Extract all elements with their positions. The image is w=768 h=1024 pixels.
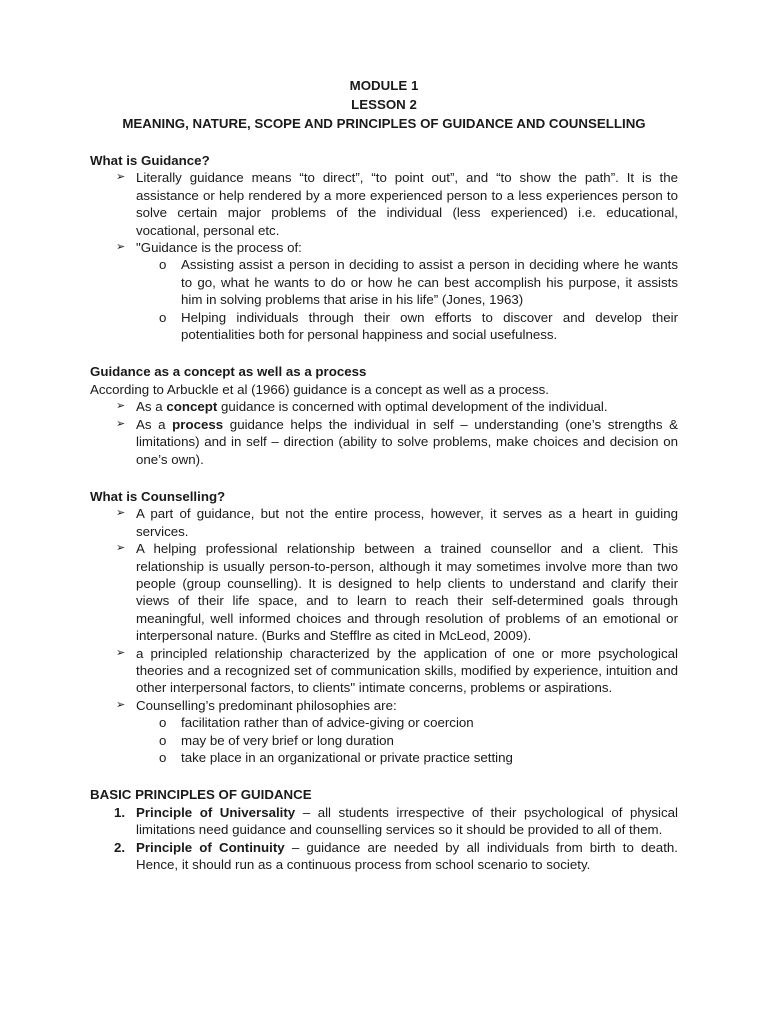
arrow-bullet-icon: ➢ [116, 542, 126, 555]
list-item-text: A part of guidance, but not the entire process, however, it serves as a heart in guiding services. [136, 506, 678, 539]
circle-bullet-icon: o [159, 309, 167, 325]
list-item-text: "Guidance is the process of: [136, 240, 302, 256]
list-item [116, 398, 678, 415]
item-number: 2. [114, 839, 126, 855]
sub-list-item-text: facilitation rather than of advice-giving or coercion [181, 715, 474, 731]
circle-bullet-icon: o [159, 715, 167, 731]
section-heading: BASIC PRINCIPLES OF GUIDANCE [90, 787, 312, 803]
sub-list-item [159, 309, 678, 344]
arrow-bullet-icon: ➢ [116, 646, 126, 659]
section-heading: What is Counselling? [90, 488, 226, 504]
principle-text: – guidance are needed by all individuals from birth to death. Hence, it should run as a continuous process from school scenario to society. [136, 839, 678, 873]
list-item-text: Counselling’s predominant philosophies are: [136, 697, 397, 713]
list-item-text: a principled relationship characterized by the application of one or more psychological theories and a recognized set of communication skills, modified by experience, intuition and other interpersonal factors, to clients" intimate concerns, problems or aspirations. [136, 645, 678, 696]
bullet-list [90, 398, 678, 468]
sub-list [136, 714, 678, 766]
lesson-title: MEANING, NATURE, SCOPE AND PRINCIPLES OF GUIDANCE AND COUNSELLING [122, 116, 646, 131]
arrow-bullet-icon: ➢ [116, 417, 126, 430]
sub-list-item-text: take place in an organizational or private practice setting [181, 750, 513, 765]
module-label: MODULE 1 [349, 78, 419, 93]
list-item-text: Literally guidance means “to direct”, “to point out”, and “to show the path”. It is the assistance or help rendered by a more experienced person to a less experiences person to solve certain major problems of the individual (less experienced) i.e. educational, vocational, personal etc. [136, 170, 678, 238]
principle-name: Principle of Continuity [136, 839, 285, 855]
section-guidance [90, 152, 678, 343]
sub-list-item [159, 732, 678, 749]
circle-bullet-icon: o [159, 750, 167, 765]
list-item-text: guidance is concerned with optimal development of the individual. [217, 399, 608, 415]
item-number: 1. [114, 804, 126, 820]
numbered-list [90, 804, 678, 874]
principle-name: Principle of Universality [136, 804, 296, 820]
sub-list-item [159, 714, 678, 731]
circle-bullet-icon: o [159, 257, 167, 273]
list-item [116, 645, 678, 697]
bullet-list [90, 169, 678, 343]
list-item-text: A helping professional relationship between a trained counsellor and a client. This relationship is usually person-to-person, although it may sometimes involve more than two people (group counselling). It is designed to help clients to understand and clarify their views of their life space, and to learn to reach their self-determined goals through meaningful, well informed choices and through resolution of problems of an emotional or interpersonal nature. (Burks and Stefflre as cited in McLeod, 2009). [136, 541, 678, 644]
arrow-bullet-icon: ➢ [116, 698, 126, 711]
list-item-prefix: As a [136, 416, 173, 432]
sub-list-item [159, 256, 678, 308]
list-item [116, 416, 678, 468]
section-counselling [90, 488, 678, 767]
section-principles [90, 786, 678, 873]
list-item-keyword: process [172, 416, 224, 432]
sub-list-item-text: Helping individuals through their own efforts to discover and develop their potentialities both for personal happiness and social usefulness. [181, 309, 678, 343]
list-item [116, 169, 678, 239]
section-intro: According to Arbuckle et al (1966) guidance is a concept as well as a process. [90, 381, 549, 397]
arrow-bullet-icon: ➢ [116, 171, 126, 184]
list-item-text: guidance helps the individual in self – understanding (one’s strengths & limitations) and in self – direction (ability to solve problems, make choices and decision on one’s own). [136, 416, 678, 467]
sub-list [136, 256, 678, 343]
sub-list-item [159, 749, 678, 766]
sub-list-item-text: Assisting assist a person in deciding to assist a person in deciding where he wants to go, what he wants to do or how he can best accomplish his purpose, it assists him in solving problems that arise in his life” (Jones, 1963) [181, 257, 678, 308]
section-heading: What is Guidance? [90, 153, 210, 168]
list-item [116, 505, 678, 540]
list-item-keyword: concept [166, 399, 218, 415]
list-item [116, 697, 678, 767]
section-concept [90, 363, 678, 467]
arrow-bullet-icon: ➢ [116, 507, 126, 520]
bullet-list [90, 505, 678, 766]
circle-bullet-icon: o [159, 732, 167, 748]
numbered-item [114, 804, 678, 839]
document-header [90, 76, 678, 133]
principle-text: – all students irrespective of their psychological of physical limitations need guidance and counselling services so it should be provided to all of them. [136, 804, 678, 838]
list-item-prefix: As a [136, 399, 167, 415]
sub-list-item-text: may be of very brief or long duration [181, 732, 394, 748]
arrow-bullet-icon: ➢ [116, 241, 126, 254]
lesson-label: LESSON 2 [351, 97, 417, 112]
section-heading: Guidance as a concept as well as a process [90, 364, 367, 380]
arrow-bullet-icon: ➢ [116, 400, 126, 413]
list-item [116, 540, 678, 644]
list-item [116, 239, 678, 343]
numbered-item [114, 839, 678, 874]
